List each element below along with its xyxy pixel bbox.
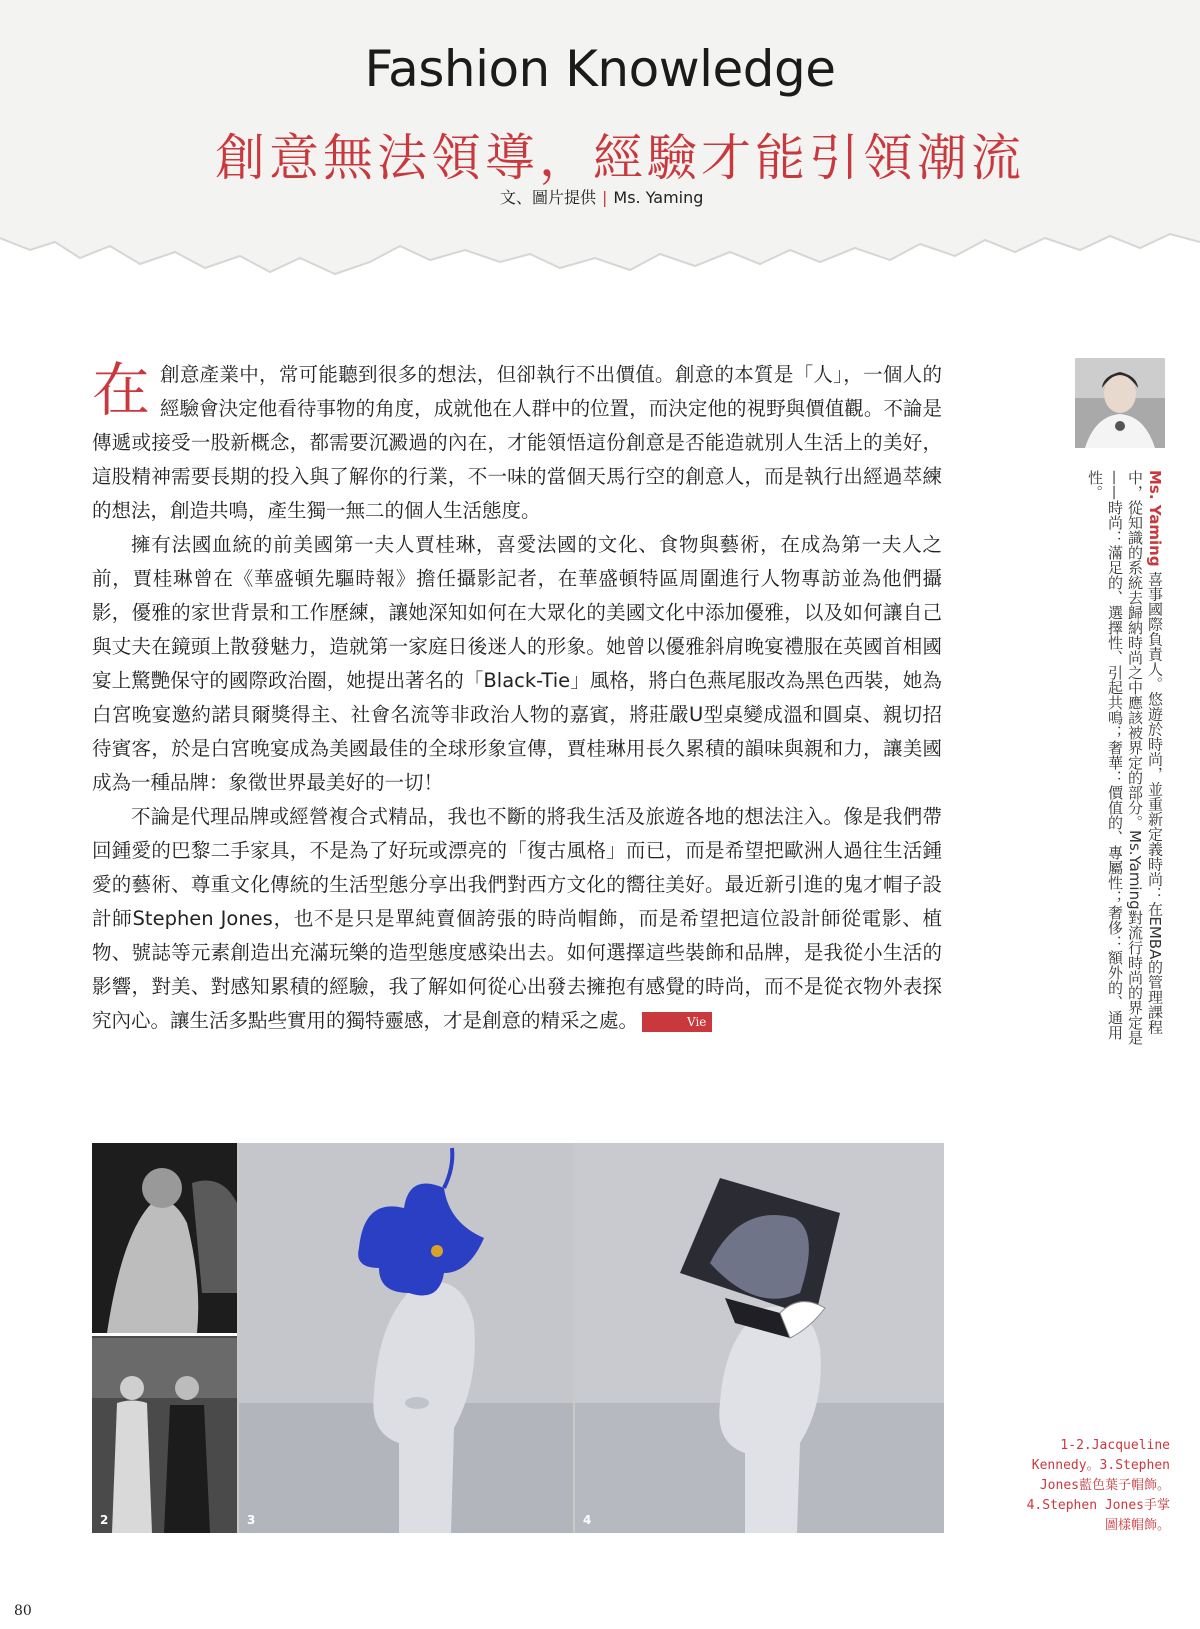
byline-author: Ms. Yaming <box>613 188 704 207</box>
caption-line: 圖樣帽飾。 <box>1104 1518 1170 1533</box>
author-bio <box>1045 470 1165 1050</box>
end-mark: Vie <box>642 1012 712 1032</box>
paragraph-text: 創意產業中，常可能聽到很多的想法，但卻執行不出價值。創意的本質是「人」，一個人的經驗會決定他看待事物的角度，成就他在人群中的位置，而決定他的視野與價值觀。不論是傳遞或接受一股新概念，都需要沉澱過的內在，才能領悟這份創意是否能造就別人生活上的美好，這股精神需要長期的投入與了解你的行業，不一味的當個天馬行空的創意人，而是執行出經過萃練的想法，創造共鳴，產生獨一無二的個人生活態度。 <box>92 363 942 522</box>
photo-caption <box>1000 1436 1170 1536</box>
blue-leaf-hat-image <box>239 1143 573 1533</box>
paragraph-text: 不論是代理品牌或經營複合式精品，我也不斷的將我生活及旅遊各地的想法注入。像是我們帶回鍾愛的巴黎二手家具，不是為了好玩或漂亮的「復古風格」而已，而是希望把歐洲人過往生活鍾愛的藝術、尊重文化傳統的生活型態分享出我們對西方文化的嚮往美好。最近新引進的鬼才帽子設計師Stephen Jones，也不是只是單純賣個誇張的時尚帽飾，而是希望把這位設計師從電影、植物、號誌等元素創造出充滿玩樂的造型態度感染出去。如何選擇這些裝飾和品牌，是我從小生活的影響，對美、對感知累積的經驗，我了解如何從心出發去擁抱有感覺的時尚，而不是從衣物外表探究內心。讓生活多點些實用的獨特靈感，才是創意的精采之處。 <box>92 805 942 1032</box>
kennedy-photo-image <box>92 1143 237 1533</box>
author-bio-text: 喜事國際負責人。悠遊於時尚，並重新定義時尚：在EMBA的管理課程中，從知識的系統去歸納時尚之中應該被界定的部分。Ms.Yaming對流行時尚的界定是——時尚：滿足的、選擇性、引起共鳴；奢華：價值的、專屬性；奢侈：額外的、通用性。 <box>1086 470 1164 1045</box>
page-number: 80 <box>14 1603 32 1619</box>
byline <box>500 185 820 208</box>
drop-cap: 在 <box>92 356 151 424</box>
caption-line: Kennedy。3.Stephen <box>1031 1458 1170 1473</box>
caption-line: 4.Stephen Jones手掌 <box>1026 1498 1170 1513</box>
byline-label: 文、圖片提供 <box>500 188 597 207</box>
author-name: Ms. Yaming <box>1146 470 1164 567</box>
page-title: Fashion Knowledge <box>364 40 836 98</box>
torn-paper-edge <box>0 228 1200 308</box>
photo-strip <box>92 1143 944 1533</box>
portrait-image <box>1075 358 1165 448</box>
caption-line: 1-2.Jacqueline <box>1060 1438 1170 1453</box>
photo-hand-print-hat <box>575 1143 944 1533</box>
author-portrait <box>1075 358 1165 448</box>
photo-number: 3 <box>247 1513 256 1527</box>
paragraph-text: 擁有法國血統的前美國第一夫人賈桂琳，喜愛法國的文化、食物與藝術，在成為第一夫人之前，賈桂琳曾在《華盛頓先驅時報》擔任攝影記者，在華盛頓特區周圍進行人物專訪並為他們攝影，優雅的家世背景和工作歷練，讓她深知如何在大眾化的美國文化中添加優雅，以及如何讓自己與丈夫在鏡頭上散發魅力，造就第一家庭日後迷人的形象。她曾以優雅斜肩晚宴禮服在英國首相國宴上驚艷保守的國際政治圈，她提出著名的「Black-Tie」風格，將白色燕尾服改為黑色西裝，她為白宮晚宴邀約諾貝爾獎得主、社會名流等非政治人物的嘉賓，將莊嚴U型桌變成溫和圓桌、親切招待賓客，於是白宮晚宴成為美國最佳的全球形象宣傳，賈桂琳用長久累積的韻味與親和力，讓美國成為一種品牌：象徵世界最美好的一切！ <box>92 533 942 794</box>
page-subtitle: 創意無法領導，經驗才能引領潮流 <box>215 129 1025 187</box>
photo-kennedy <box>92 1143 237 1533</box>
article-paragraph-3 <box>92 800 942 1038</box>
photo-number: 4 <box>583 1513 592 1527</box>
photo-blue-leaf-hat <box>239 1143 573 1533</box>
photo-number: 2 <box>100 1513 109 1527</box>
article-body <box>92 358 942 1038</box>
article-paragraph-2 <box>92 528 942 800</box>
hand-print-hat-image <box>575 1143 944 1533</box>
article-paragraph-1 <box>92 358 942 528</box>
byline-separator: | <box>602 188 608 207</box>
caption-line: Jones藍色葉子帽飾。 <box>1039 1478 1170 1493</box>
